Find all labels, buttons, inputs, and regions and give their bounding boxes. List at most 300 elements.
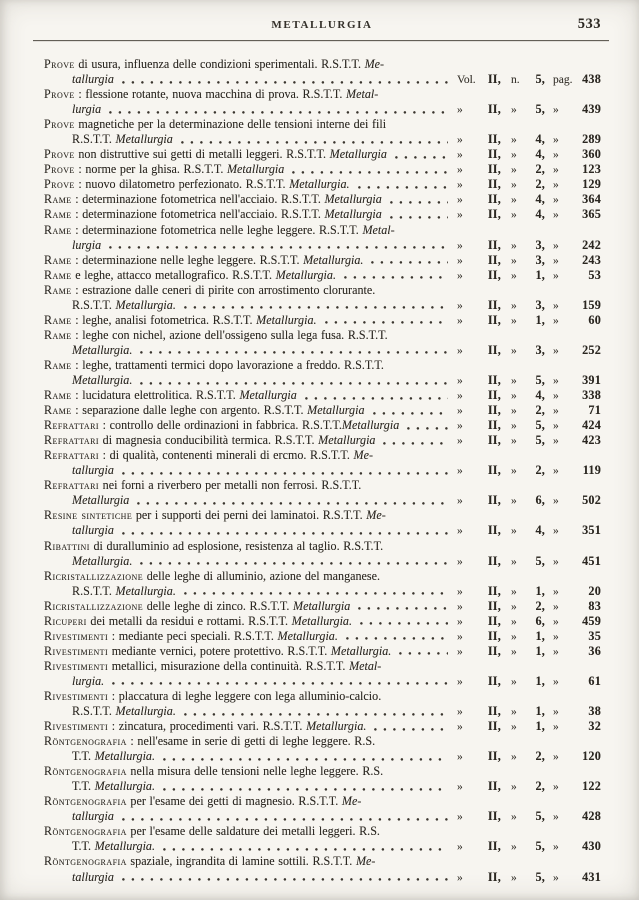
ref-marker: »: [457, 420, 463, 433]
ref-page: [553, 207, 601, 223]
text-segment: : separazione dalle leghe con argento. R.S.T.T.: [71, 403, 308, 418]
ref-value: 6,: [535, 613, 545, 628]
ref-marker: »: [511, 164, 517, 177]
entry-text: [44, 629, 338, 644]
ref-volume: [457, 102, 501, 118]
text-segment: Metallurgia.: [303, 252, 364, 267]
index-entry: [44, 794, 601, 824]
ref-page: [553, 102, 601, 118]
ref-issue: [511, 192, 545, 208]
ref-marker: »: [457, 164, 463, 177]
ref-page: [553, 719, 601, 735]
entry-term: Prove: [44, 117, 75, 132]
ref-volume: [457, 870, 501, 886]
ref-value: II,: [487, 583, 501, 598]
entry-line: [44, 554, 601, 569]
ref-value: II,: [487, 372, 501, 387]
ref-volume: [457, 749, 501, 765]
entry-term: Rame: [44, 267, 72, 282]
entry-text: [72, 72, 114, 87]
ref-marker: »: [511, 209, 517, 222]
ref-marker: »: [553, 465, 559, 478]
ref-value: 3,: [535, 252, 545, 267]
ref-marker: »: [511, 465, 517, 478]
ref-value: 1,: [535, 583, 545, 598]
ref-marker: »: [511, 555, 517, 568]
ref-value: 6,: [535, 493, 545, 508]
ref-marker: »: [457, 841, 463, 854]
dot-leader: [140, 382, 448, 385]
ref-page: [553, 192, 601, 208]
entry-text: [44, 388, 297, 403]
entry-text: [72, 779, 155, 794]
entry-text: [44, 253, 363, 268]
index-entry: [44, 539, 601, 569]
entry-text: [72, 493, 129, 508]
ref-value: 123: [582, 162, 601, 177]
entry-line: [44, 764, 601, 779]
ref-value: 5,: [535, 72, 545, 87]
entry-line: [44, 343, 601, 358]
entry-line: [44, 433, 601, 448]
ref-issue: [511, 644, 545, 660]
ref-value: 5,: [535, 418, 545, 433]
ref-page: [553, 418, 601, 434]
index-entry: [44, 268, 601, 283]
ref-issue: [511, 418, 545, 434]
entry-text: [72, 373, 132, 388]
ref-value: II,: [487, 553, 501, 568]
ref-page: [553, 839, 601, 855]
text-segment: Metallurgia.: [277, 628, 338, 643]
ref-value: 5,: [535, 869, 545, 884]
ref-volume: [457, 253, 501, 269]
ref-marker: »: [457, 134, 463, 147]
ref-value: 451: [582, 553, 601, 568]
ref-page: [553, 177, 601, 193]
text-segment: : controllo delle ordinazioni in fabbrica. R.S.T.T.: [99, 418, 342, 433]
entry-term: Refrattari: [44, 448, 100, 463]
dot-leader: [344, 276, 448, 279]
dot-leader: [184, 592, 448, 595]
ref-issue: [511, 373, 545, 389]
reference: [457, 298, 601, 314]
ref-value: II,: [487, 643, 501, 658]
ref-marker: »: [457, 645, 463, 658]
ref-volume: [457, 433, 501, 449]
text-segment: nei forni a riverbero per metalli non ferrosi. R.S.T.T.: [99, 478, 362, 493]
ref-page: [553, 403, 601, 419]
reference: [457, 629, 601, 645]
entry-text: [44, 358, 384, 373]
ref-marker: »: [457, 194, 463, 207]
ref-marker: »: [457, 435, 463, 448]
text-segment: nella misura delle tensioni nelle leghe leggere. R.S.: [126, 764, 384, 779]
entry-text: [72, 523, 114, 538]
text-segment: R.S.T.T.: [72, 583, 116, 598]
ref-issue: [511, 433, 545, 449]
entry-line: [44, 629, 601, 644]
index-entries: [44, 57, 601, 885]
ref-page: [553, 629, 601, 645]
ref-value: 364: [582, 192, 601, 207]
entry-text: [44, 614, 352, 629]
page-number: 533: [577, 16, 601, 32]
text-segment: lurgia.: [72, 673, 105, 688]
entry-term: Rivestimenti: [44, 628, 109, 643]
ref-marker: »: [457, 706, 463, 719]
ref-marker: »: [553, 374, 559, 387]
entry-text: [44, 599, 350, 614]
reference: [457, 147, 601, 163]
entry-term: Ribattini: [44, 538, 90, 553]
reference: [457, 644, 601, 660]
entry-line: [44, 298, 601, 313]
ref-volume: [457, 839, 501, 855]
ref-issue: [511, 403, 545, 419]
text-segment: T.T.: [72, 779, 95, 794]
ref-marker: »: [553, 781, 559, 794]
ref-value: 351: [582, 523, 601, 538]
entry-text: [72, 584, 176, 599]
dot-leader: [184, 306, 448, 309]
ref-volume: [457, 614, 501, 630]
entry-line: [44, 719, 601, 734]
ref-volume: [457, 779, 501, 795]
ref-issue: [511, 749, 545, 765]
ref-marker: »: [457, 465, 463, 478]
entry-line: [44, 162, 601, 177]
ref-value: II,: [487, 839, 501, 854]
index-entry: [44, 388, 601, 403]
ref-value: 38: [588, 704, 601, 719]
text-segment: delle leghe di alluminio, azione del manganese.: [143, 568, 381, 583]
ref-volume: [457, 343, 501, 359]
ref-value: 423: [582, 433, 601, 448]
index-entry: [44, 418, 601, 433]
entry-line: [44, 614, 601, 629]
ref-marker: »: [511, 314, 517, 327]
entry-line: [44, 207, 601, 222]
text-segment: Metallurgia.: [256, 312, 317, 327]
ref-value: 36: [588, 643, 601, 658]
entry-line: [44, 809, 601, 824]
ref-issue: [511, 313, 545, 329]
text-segment: : leghe con nichel, azione dell'ossigeno sulla lega fusa. R.S.T.T.: [71, 327, 388, 342]
ref-marker: »: [553, 600, 559, 613]
entry-text: [72, 870, 114, 885]
entry-text: [72, 238, 101, 253]
ref-marker: »: [457, 585, 463, 598]
text-segment: Metallurgia: [239, 388, 297, 403]
text-segment: Me-: [366, 508, 386, 523]
ref-marker: »: [511, 751, 517, 764]
ref-value: 4,: [535, 132, 545, 147]
entry-text: [44, 508, 386, 523]
text-segment: Metallurgia.: [291, 613, 353, 628]
ref-value: 365: [582, 207, 601, 222]
reference: [457, 403, 601, 419]
dot-leader: [163, 848, 448, 851]
dot-leader: [122, 81, 448, 84]
ref-page: [553, 614, 601, 630]
reference: [457, 809, 601, 825]
entry-term: Rame: [44, 252, 72, 267]
ref-marker: »: [511, 149, 517, 162]
ref-issue: [511, 870, 545, 886]
ref-value: 4,: [535, 523, 545, 538]
ref-value: 120: [582, 749, 601, 764]
ref-value: 243: [582, 252, 601, 267]
reference: [457, 238, 601, 254]
entry-term: Prove: [44, 177, 75, 192]
ref-value: II,: [487, 342, 501, 357]
ref-value: II,: [487, 749, 501, 764]
ref-marker: »: [511, 600, 517, 613]
ref-marker: »: [553, 269, 559, 282]
ref-volume: [457, 584, 501, 600]
index-entry: [44, 403, 601, 418]
entry-line: [44, 794, 601, 809]
entry-term: Refrattari: [44, 478, 100, 493]
text-segment: R.S.T.T.: [72, 297, 116, 312]
entry-term: Rame: [44, 192, 72, 207]
index-entry: [44, 644, 601, 659]
ref-marker: »: [511, 585, 517, 598]
ref-page: [553, 373, 601, 389]
ref-value: II,: [487, 132, 501, 147]
entry-text: [44, 854, 375, 869]
entry-line: [44, 704, 601, 719]
text-segment: Metallurgia.: [306, 719, 367, 734]
ref-page: [553, 809, 601, 825]
ref-value: II,: [487, 598, 501, 613]
reference: [457, 433, 601, 449]
text-segment: : estrazione dalle ceneri di pirite con arrostimento clorurante.: [71, 282, 376, 297]
ref-value: 391: [582, 372, 601, 387]
entry-term: Ricristallizzazione: [44, 598, 144, 613]
dot-leader: [184, 713, 448, 716]
text-segment: Metallurgia: [72, 493, 130, 508]
ref-value: 1,: [535, 267, 545, 282]
ref-marker: »: [511, 871, 517, 884]
index-entry: [44, 824, 601, 854]
ref-marker: »: [511, 675, 517, 688]
index-entry: [44, 162, 601, 177]
ref-marker: »: [511, 420, 517, 433]
ref-value: 2,: [535, 162, 545, 177]
entry-term: Röntgenografia: [44, 854, 127, 869]
ref-value: 5,: [535, 553, 545, 568]
ref-marker: »: [553, 179, 559, 192]
ref-marker: »: [511, 299, 517, 312]
ref-volume: [457, 298, 501, 314]
ref-value: II,: [487, 403, 501, 418]
ref-value: II,: [487, 388, 501, 403]
ref-value: II,: [487, 869, 501, 884]
index-entry: [44, 147, 601, 162]
ref-marker: »: [457, 405, 463, 418]
ref-value: 252: [582, 342, 601, 357]
ref-value: 3,: [535, 297, 545, 312]
dot-leader: [140, 351, 448, 354]
index-entry: [44, 659, 601, 689]
index-entry: [44, 448, 601, 478]
entry-text: [44, 57, 384, 72]
entry-text: [44, 734, 375, 749]
ref-value: II,: [487, 177, 501, 192]
dot-leader: [358, 607, 448, 610]
ref-value: 438: [582, 72, 601, 87]
ref-value: II,: [487, 147, 501, 162]
ref-issue: [511, 523, 545, 539]
ref-value: 3,: [535, 342, 545, 357]
ref-page: [553, 870, 601, 886]
ref-volume: [457, 147, 501, 163]
ref-value: 439: [582, 102, 601, 117]
ref-marker: »: [457, 811, 463, 824]
entry-text: [44, 87, 378, 102]
text-segment: Metallurgia: [329, 147, 387, 162]
ref-issue: [511, 72, 545, 88]
ref-page: [553, 253, 601, 269]
text-segment: tallurgia: [72, 463, 114, 478]
ref-value: II,: [487, 673, 501, 688]
ref-marker: »: [553, 405, 559, 418]
ref-marker: »: [511, 706, 517, 719]
reference: [457, 554, 601, 570]
ref-value: 1,: [535, 628, 545, 643]
entry-text: [44, 764, 383, 779]
entry-term: Rame: [44, 388, 72, 403]
reference: [457, 162, 601, 178]
ref-value: 35: [588, 628, 601, 643]
entry-term: Röntgenografia: [44, 734, 127, 749]
text-segment: : determinazione fotometrica nelle leghe leggere. R.S.T.T.: [71, 222, 363, 237]
dot-leader: [163, 758, 448, 761]
dot-leader: [360, 622, 448, 625]
ref-marker: »: [553, 555, 559, 568]
text-segment: Metallurgia.: [94, 749, 156, 764]
dot-leader: [325, 321, 448, 324]
ref-marker: »: [553, 645, 559, 658]
ref-volume: [457, 207, 501, 223]
reference: [457, 418, 601, 434]
ref-marker: »: [457, 871, 463, 884]
entry-text: [44, 794, 361, 809]
entry-line: [44, 749, 601, 764]
ref-value: 122: [582, 779, 601, 794]
ref-value: 32: [588, 719, 601, 734]
ref-page: [553, 674, 601, 690]
entry-term: Rame: [44, 222, 72, 237]
entry-line: [44, 569, 601, 584]
ref-value: II,: [487, 207, 501, 222]
ref-value: 129: [582, 177, 601, 192]
ref-value: II,: [487, 252, 501, 267]
ref-page: [553, 343, 601, 359]
ref-value: 338: [582, 388, 601, 403]
index-entry: [44, 599, 601, 614]
entry-line: [44, 238, 601, 253]
entry-term: Rame: [44, 207, 72, 222]
text-segment: Metallurgia: [318, 433, 376, 448]
ref-page: [553, 599, 601, 615]
ref-value: 119: [582, 463, 601, 478]
ref-volume: [457, 629, 501, 645]
dot-leader: [374, 728, 448, 731]
entry-line: [44, 268, 601, 283]
ref-value: II,: [487, 433, 501, 448]
entry-line: [44, 358, 601, 373]
ref-value: 5,: [535, 809, 545, 824]
ref-issue: [511, 614, 545, 630]
reference: [457, 253, 601, 269]
ref-value: 1,: [535, 643, 545, 658]
entry-text: [72, 554, 132, 569]
index-entry: [44, 253, 601, 268]
ref-page: [553, 268, 601, 284]
ref-marker: »: [553, 104, 559, 117]
text-segment: : nuovo dilatometro perfezionato. R.S.T.T.: [74, 177, 290, 192]
entry-term: Rame: [44, 327, 72, 342]
text-segment: Metal-: [362, 222, 395, 237]
ref-marker: »: [511, 615, 517, 628]
index-entry: [44, 117, 601, 147]
ref-value: 53: [588, 267, 601, 282]
text-segment: lurgia: [72, 237, 102, 252]
entry-line: [44, 508, 601, 523]
ref-marker: »: [511, 405, 517, 418]
ref-marker: »: [457, 314, 463, 327]
text-segment: lurgia: [72, 102, 102, 117]
text-segment: tallurgia: [72, 809, 114, 824]
ref-volume: [457, 644, 501, 660]
ref-marker: »: [511, 435, 517, 448]
ref-marker: »: [457, 615, 463, 628]
ref-marker: »: [457, 344, 463, 357]
ref-page: [553, 388, 601, 404]
ref-marker: »: [553, 525, 559, 538]
entry-line: [44, 373, 601, 388]
ref-issue: [511, 629, 545, 645]
ref-marker: »: [457, 254, 463, 267]
entry-text: [44, 569, 380, 584]
ref-value: 5,: [535, 102, 545, 117]
ref-page: [553, 779, 601, 795]
entry-text: [44, 192, 382, 207]
ref-volume: [457, 238, 501, 254]
text-segment: Metal-: [349, 658, 382, 673]
entry-line: [44, 734, 601, 749]
entry-text: [44, 207, 382, 222]
entry-text: [44, 539, 383, 554]
ref-marker: »: [457, 525, 463, 538]
ref-value: II,: [487, 779, 501, 794]
ref-volume: [457, 388, 501, 404]
ref-value: 4,: [535, 388, 545, 403]
ref-marker: »: [511, 841, 517, 854]
ref-marker: Vol.: [457, 74, 476, 87]
ref-marker: »: [553, 495, 559, 508]
index-entry: [44, 433, 601, 448]
dot-leader: [109, 246, 448, 249]
entry-text: [72, 839, 155, 854]
ref-marker: »: [553, 615, 559, 628]
ref-issue: [511, 719, 545, 735]
entry-line: [44, 539, 601, 554]
text-segment: spaziale, ingrandita di lamine sottili. R.S.T.T.: [126, 854, 356, 869]
